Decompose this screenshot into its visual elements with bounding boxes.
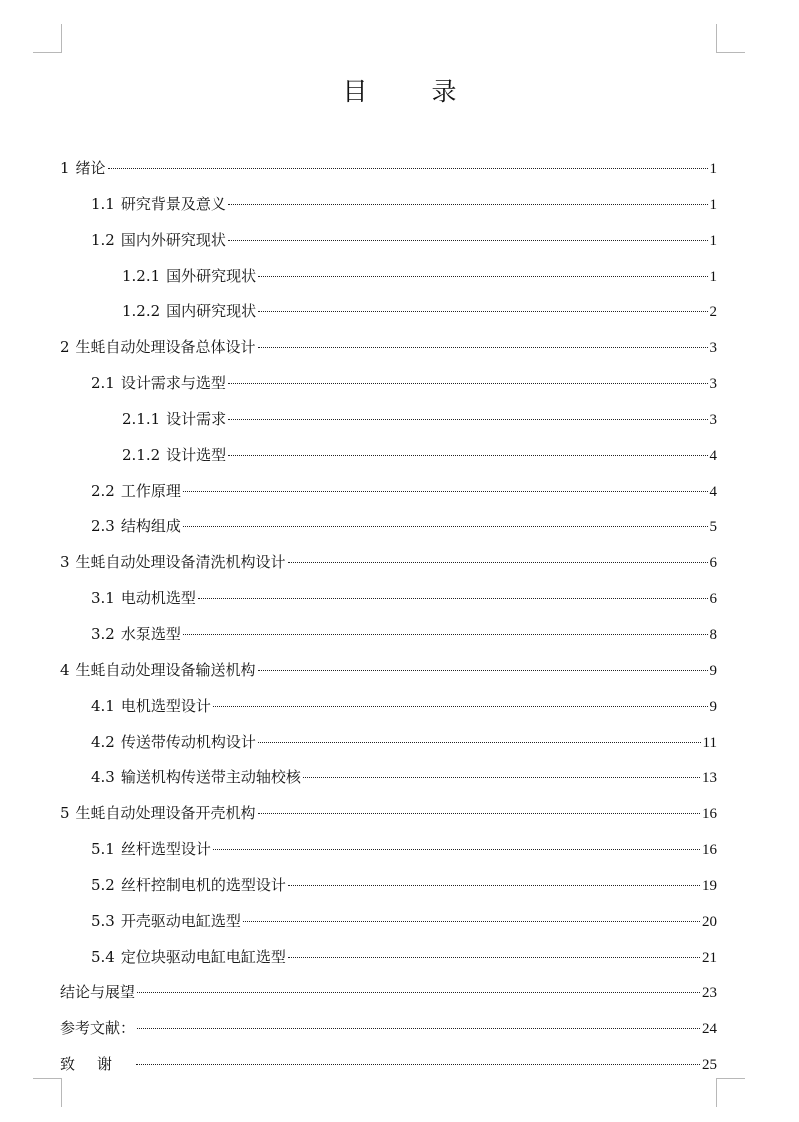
toc-entry[interactable] (60, 616, 717, 652)
toc-entry-number: 3.2 (91, 624, 115, 643)
toc-entry-number: 2.2 (91, 481, 115, 500)
toc-entry-text: 致谢 (60, 1055, 135, 1074)
toc-entry[interactable] (60, 258, 717, 294)
toc-entry-text: 绪论 (75, 159, 106, 177)
toc-dot-leader (258, 276, 707, 277)
toc-page-number: 24 (702, 1021, 717, 1038)
toc-entry-text: 输送机构传送带主动轴校核 (120, 768, 301, 787)
toc-entry-text: 设计需求与选型 (120, 374, 226, 393)
toc-entry-label (91, 186, 226, 222)
toc-entry-text: 传送带传动机构设计 (120, 732, 256, 751)
crop-mark-top-left (33, 24, 62, 53)
toc-entry-label (122, 293, 256, 329)
toc-dot-leader (243, 921, 700, 922)
toc-entry-label (122, 258, 256, 294)
toc-entry-label (60, 974, 135, 1010)
toc-entry[interactable] (60, 329, 717, 365)
toc-entry-number: 5.1 (91, 840, 115, 859)
toc-dot-leader (258, 742, 701, 743)
toc-page-number: 6 (709, 591, 717, 608)
toc-entry[interactable] (60, 150, 717, 186)
toc-page-number: 16 (702, 806, 717, 823)
toc-title: 目 录 (342, 77, 485, 106)
toc-entry-number: 2.1 (91, 374, 115, 393)
toc-entry[interactable] (60, 759, 717, 795)
toc-entry[interactable] (60, 473, 717, 509)
toc-entry-number: 4.3 (91, 768, 115, 787)
toc-entry-number: 1.1 (91, 194, 115, 213)
toc-page-number: 3 (709, 376, 717, 393)
toc-entry-text: 电动机选型 (120, 589, 196, 608)
toc-entry-label (60, 1046, 134, 1082)
toc-entry-number: 3 (60, 553, 70, 572)
toc-entry-number: 5 (60, 804, 70, 823)
toc-entry-label (91, 939, 286, 975)
toc-dot-leader (258, 347, 708, 348)
toc-entry-text: 设计选型 (166, 445, 227, 464)
toc-dot-leader (183, 491, 708, 492)
toc-dot-leader (213, 849, 700, 850)
toc-page-number: 23 (702, 985, 717, 1002)
toc-entry-text: 丝杆控制电机的选型设计 (120, 875, 286, 894)
toc-entry[interactable] (60, 365, 717, 401)
toc-entry[interactable] (60, 508, 717, 544)
toc-entry[interactable] (60, 580, 717, 616)
toc-entry-label (60, 329, 256, 365)
toc-entry[interactable] (60, 544, 717, 580)
crop-mark-top-right (716, 24, 745, 53)
toc-dot-leader (288, 562, 708, 563)
toc-dot-leader (108, 168, 708, 169)
toc-entry[interactable] (60, 293, 717, 329)
toc-entry-label (91, 365, 226, 401)
toc-entry-number: 1 (60, 159, 70, 177)
toc-page-number: 9 (709, 698, 717, 715)
toc-entry-number: 5.3 (91, 911, 115, 930)
toc-page-number: 8 (709, 626, 717, 643)
toc-entry-text: 生蚝自动处理设备输送机构 (75, 660, 256, 679)
toc-dot-leader (228, 455, 707, 456)
toc-entry-label (91, 724, 256, 760)
toc-entry-label (60, 652, 256, 688)
toc-dot-leader (258, 311, 707, 312)
toc-page-number: 3 (709, 340, 717, 357)
toc-entry-number: 2 (60, 338, 70, 357)
toc-entry-text: 电机选型设计 (120, 696, 211, 715)
toc-entry[interactable] (60, 867, 717, 903)
toc-entry-text: 研究背景及意义 (120, 194, 226, 213)
toc-entry[interactable] (60, 903, 717, 939)
toc-entry-text: 国外研究现状 (166, 266, 257, 285)
toc-entry-text: 结构组成 (120, 517, 181, 536)
toc-dot-leader (288, 957, 700, 958)
toc-dot-leader (228, 383, 708, 384)
toc-dot-leader (228, 240, 708, 241)
toc-entry-text: 丝杆选型设计 (120, 840, 211, 859)
toc-entry-text: 开壳驱动电缸选型 (120, 911, 241, 930)
toc-entry-number: 2.3 (91, 517, 115, 536)
toc-entry-number: 5.2 (91, 875, 115, 894)
toc-entry[interactable] (60, 437, 717, 473)
toc-page-number: 16 (702, 842, 717, 859)
toc-page-number: 20 (702, 913, 717, 930)
toc-entry-text: 国内外研究现状 (120, 230, 226, 249)
toc-dot-leader (136, 1064, 700, 1065)
toc-entry[interactable] (60, 974, 717, 1010)
toc-page-number: 1 (709, 268, 717, 285)
toc-page-number: 1 (709, 232, 717, 249)
toc-entry[interactable] (60, 688, 717, 724)
toc-entry[interactable] (60, 1010, 717, 1046)
toc-page-number: 4 (709, 447, 717, 464)
toc-dot-leader (288, 885, 700, 886)
toc-entry-label (91, 903, 241, 939)
toc-entry-text: 水泵选型 (120, 624, 181, 643)
toc-entry-label (60, 1010, 135, 1046)
toc-entry-label (91, 867, 286, 903)
toc-entry-label (91, 759, 301, 795)
toc-entry[interactable] (60, 724, 717, 760)
crop-mark-bottom-right (716, 1078, 745, 1107)
toc-entry[interactable] (60, 831, 717, 867)
toc-entry-text: 设计需求 (166, 409, 227, 428)
toc-entry-label (91, 508, 181, 544)
toc-dot-leader (198, 598, 708, 599)
toc-entry[interactable] (60, 222, 717, 258)
toc-entry[interactable] (60, 401, 717, 437)
toc-entry-label (91, 580, 196, 616)
toc-entry-number: 1.2.1 (122, 266, 161, 285)
toc-entry-number: 1.2 (91, 230, 115, 249)
toc-entry[interactable] (60, 652, 717, 688)
toc-page-number: 4 (709, 483, 717, 500)
toc-entry-number: 4 (60, 660, 70, 679)
toc-dot-leader (137, 1028, 700, 1029)
toc-dot-leader (213, 706, 708, 707)
toc-entry-label (122, 401, 226, 437)
toc-entry-label (91, 616, 181, 652)
toc-dot-leader (228, 419, 707, 420)
toc-entry-text: 生蚝自动处理设备总体设计 (75, 338, 256, 357)
toc-dot-leader (228, 204, 708, 205)
toc-entry-text: 参考文献： (60, 1019, 136, 1038)
toc-page-number: 1 (709, 161, 717, 177)
toc-entry-label (91, 222, 226, 258)
toc-page-number: 1 (709, 196, 717, 213)
toc-entry-label (60, 544, 286, 580)
toc-entry-label (91, 831, 211, 867)
toc-entry-text: 生蚝自动处理设备清洗机构设计 (75, 553, 286, 572)
toc-dot-leader (303, 777, 700, 778)
toc-dot-leader (183, 526, 708, 527)
toc-page-number: 21 (702, 949, 717, 966)
toc-entry-number: 2.1.2 (122, 445, 161, 464)
toc-page-number: 9 (709, 662, 717, 679)
toc-entry-label (91, 473, 181, 509)
toc-list (60, 150, 717, 1082)
toc-entry-number: 2.1.1 (122, 409, 161, 428)
toc-page-number: 19 (702, 877, 717, 894)
toc-entry-number: 5.4 (91, 947, 115, 966)
toc-page-number: 25 (702, 1057, 717, 1074)
toc-dot-leader (183, 634, 708, 635)
toc-page-number: 13 (702, 770, 717, 787)
toc-entry-label (60, 150, 106, 186)
toc-entry-number: 1.2.2 (122, 302, 161, 321)
toc-entry-number: 3.1 (91, 589, 115, 608)
toc-entry-text: 生蚝自动处理设备开壳机构 (75, 804, 256, 823)
toc-page-number: 3 (709, 411, 717, 428)
toc-entry-label (122, 437, 226, 473)
toc-entry-text: 工作原理 (120, 481, 181, 500)
toc-entry-label (91, 688, 211, 724)
toc-entry-text: 国内研究现状 (166, 302, 257, 321)
toc-entry-number: 4.1 (91, 696, 115, 715)
crop-mark-bottom-left (33, 1078, 62, 1107)
toc-page-number: 6 (709, 555, 717, 572)
toc-page-number: 5 (709, 519, 717, 536)
toc-dot-leader (258, 670, 708, 671)
toc-entry-text: 结论与展望 (60, 983, 136, 1002)
toc-entry[interactable] (60, 795, 717, 831)
toc-dot-leader (137, 992, 700, 993)
toc-entry-text: 定位块驱动电缸电缸选型 (120, 947, 286, 966)
toc-dot-leader (258, 813, 700, 814)
toc-entry-number: 4.2 (91, 732, 115, 751)
toc-entry[interactable] (60, 186, 717, 222)
toc-page-number: 2 (709, 304, 717, 321)
toc-entry[interactable] (60, 1046, 717, 1082)
toc-entry-label (60, 795, 256, 831)
toc-entry[interactable] (60, 939, 717, 975)
toc-page-number: 11 (702, 734, 717, 751)
